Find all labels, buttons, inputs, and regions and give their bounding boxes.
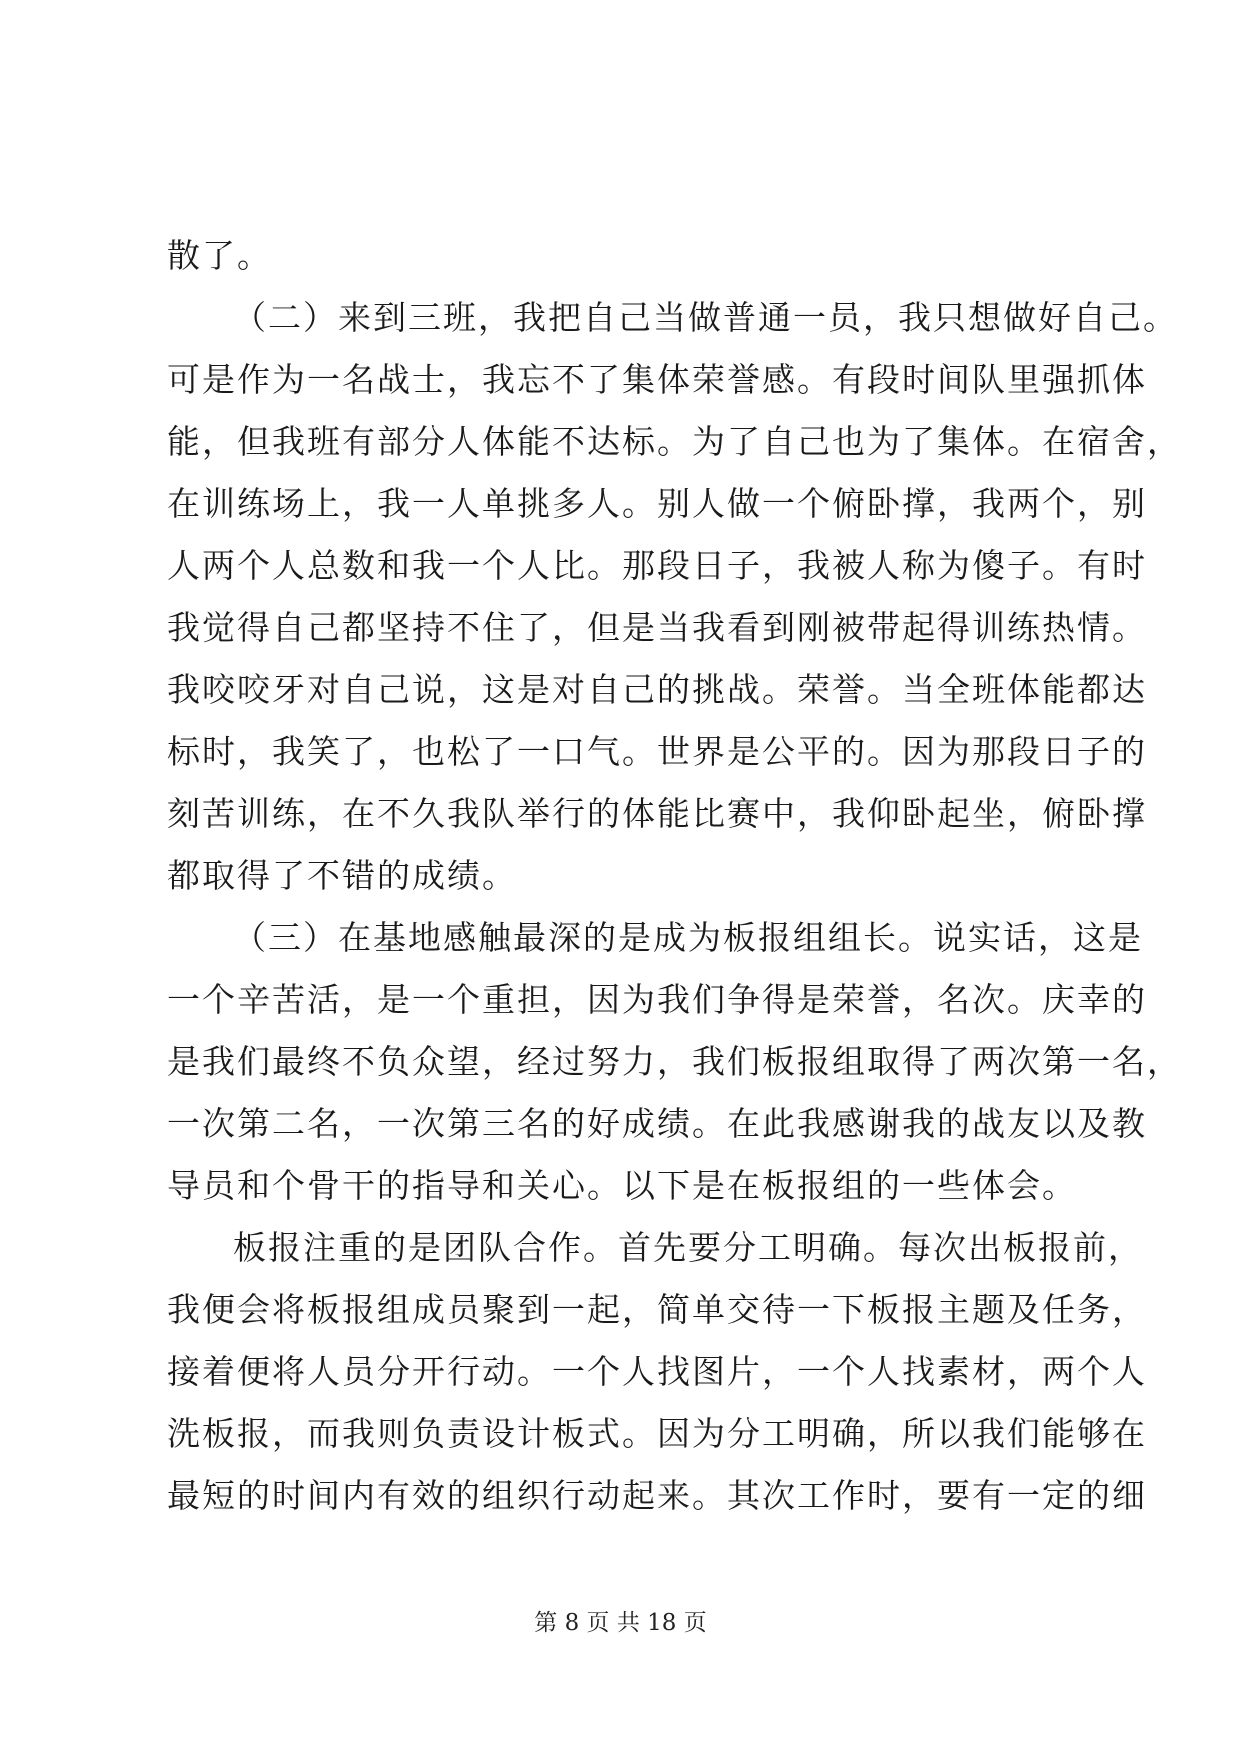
text-line: 一次第二名，一次第三名的好成绩。在此我感谢我的战友以及教 xyxy=(167,1104,1147,1143)
page-footer: 第 8 页 共 18 页 xyxy=(534,1610,707,1636)
body-text xyxy=(167,225,1182,1527)
text-line: 可是作为一名战士，我忘不了集体荣誉感。有段时间队里强抓体 xyxy=(167,360,1147,399)
text-line: 刻苦训练，在不久我队举行的体能比赛中，我仰卧起坐，俯卧撑 xyxy=(167,794,1147,833)
text-line: 我咬咬牙对自己说，这是对自己的挑战。荣誉。当全班体能都达 xyxy=(167,670,1147,709)
text-line: 在训练场上，我一人单挑多人。别人做一个俯卧撑，我两个，别 xyxy=(167,484,1147,523)
text-line: 洗板报，而我则负责设计板式。因为分工明确，所以我们能够在 xyxy=(167,1414,1147,1453)
text-line: 导员和个骨干的指导和关心。以下是在板报组的一些体会。 xyxy=(167,1166,1077,1205)
text-line: 人两个人总数和我一个人比。那段日子，我被人称为傻子。有时 xyxy=(167,546,1147,585)
text-line: 我便会将板报组成员聚到一起，简单交待一下板报主题及任务， xyxy=(167,1290,1147,1329)
text-line: 标时，我笑了，也松了一口气。世界是公平的。因为那段日子的 xyxy=(167,732,1147,771)
text-line: 是我们最终不负众望，经过努力，我们板报组取得了两次第一名， xyxy=(167,1042,1182,1081)
text-line: 一个辛苦活，是一个重担，因为我们争得是荣誉，名次。庆幸的 xyxy=(167,980,1147,1019)
text-line: 我觉得自己都坚持不住了，但是当我看到刚被带起得训练热情。 xyxy=(167,608,1147,647)
text-line: 能，但我班有部分人体能不达标。为了自己也为了集体。在宿舍， xyxy=(167,422,1182,461)
text-line: 板报注重的是团队合作。首先要分工明确。每次出板报前， xyxy=(233,1228,1143,1267)
text-line: 散了。 xyxy=(167,236,272,275)
text-line: （二）来到三班，我把自己当做普通一员，我只想做好自己。 xyxy=(233,298,1178,337)
text-line: 接着便将人员分开行动。一个人找图片，一个人找素材，两个人 xyxy=(167,1352,1147,1391)
text-line: 最短的时间内有效的组织行动起来。其次工作时，要有一定的细 xyxy=(167,1476,1147,1515)
text-line: （三）在基地感触最深的是成为板报组组长。说实话，这是 xyxy=(233,918,1143,957)
text-line: 都取得了不错的成绩。 xyxy=(167,856,517,895)
